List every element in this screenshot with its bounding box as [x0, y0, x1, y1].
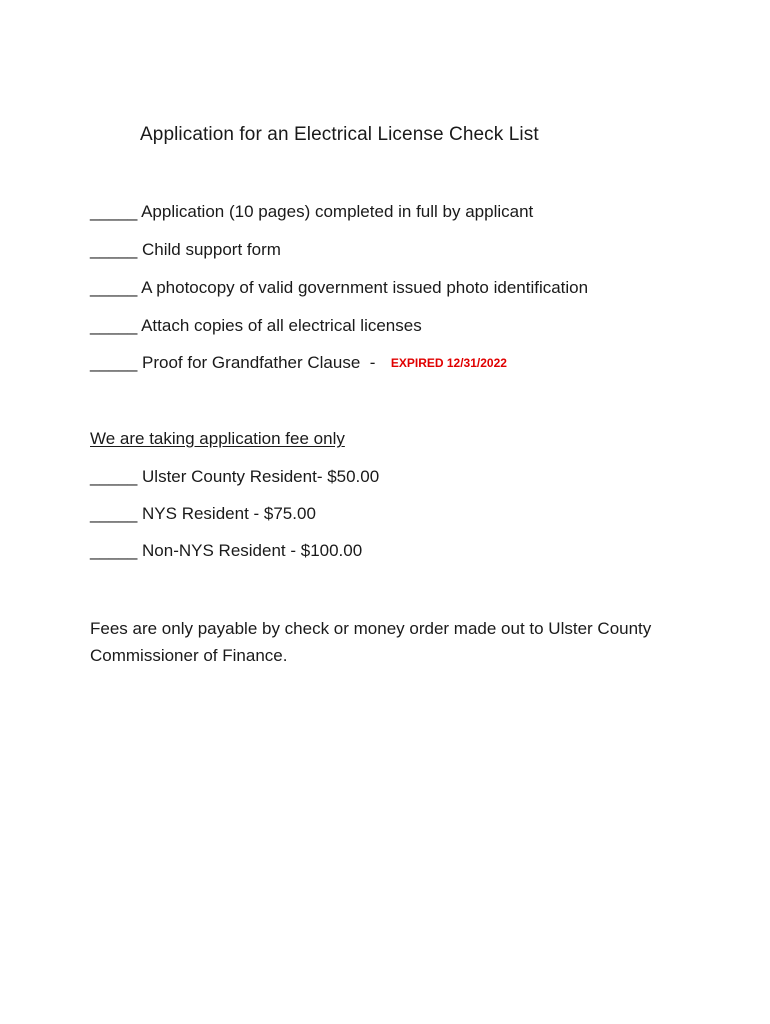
checklist-item-application [90, 202, 533, 222]
payment-note: Fees are only payable by check or money order made out to Ulster County Commissioner of Finance. [90, 619, 652, 665]
fee-item-text: Ulster County Resident- $50.00 [142, 467, 380, 486]
checklist-item-text: Attach copies of all electrical licenses [141, 316, 422, 335]
checklist-item-grandfather-clause [90, 353, 507, 373]
checkbox-blank: _____ [90, 467, 138, 486]
fee-item-text: Non-NYS Resident - $100.00 [142, 541, 363, 560]
checkbox-blank: _____ [90, 353, 138, 372]
checklist-item-text: Application (10 pages) completed in full by applicant [141, 202, 534, 221]
checklist-item-photo-id [90, 278, 588, 298]
checklist-item-child-support [90, 240, 281, 260]
checkbox-blank: _____ [90, 240, 138, 259]
checkbox-blank: _____ [90, 541, 138, 560]
checklist-item-text: A photocopy of valid government issued photo identification [141, 278, 589, 297]
checklist-item-text: Proof for Grandfather Clause - [142, 353, 381, 372]
fee-item-text: NYS Resident - $75.00 [142, 504, 316, 523]
checkbox-blank: _____ [90, 278, 138, 297]
checkbox-blank: _____ [90, 316, 138, 335]
checkbox-blank: _____ [90, 202, 138, 221]
page-title: Application for an Electrical License Check List [140, 124, 539, 145]
checklist-item-text: Child support form [142, 240, 281, 259]
fee-item-nys-resident [90, 504, 316, 524]
fee-item-non-nys-resident [90, 541, 362, 561]
fee-heading: We are taking application fee only [90, 429, 345, 448]
checkbox-blank: _____ [90, 504, 138, 523]
expired-badge: EXPIRED 12/31/2022 [390, 356, 507, 370]
checklist-item-licenses [90, 316, 422, 336]
fee-item-ulster-county [90, 467, 379, 487]
